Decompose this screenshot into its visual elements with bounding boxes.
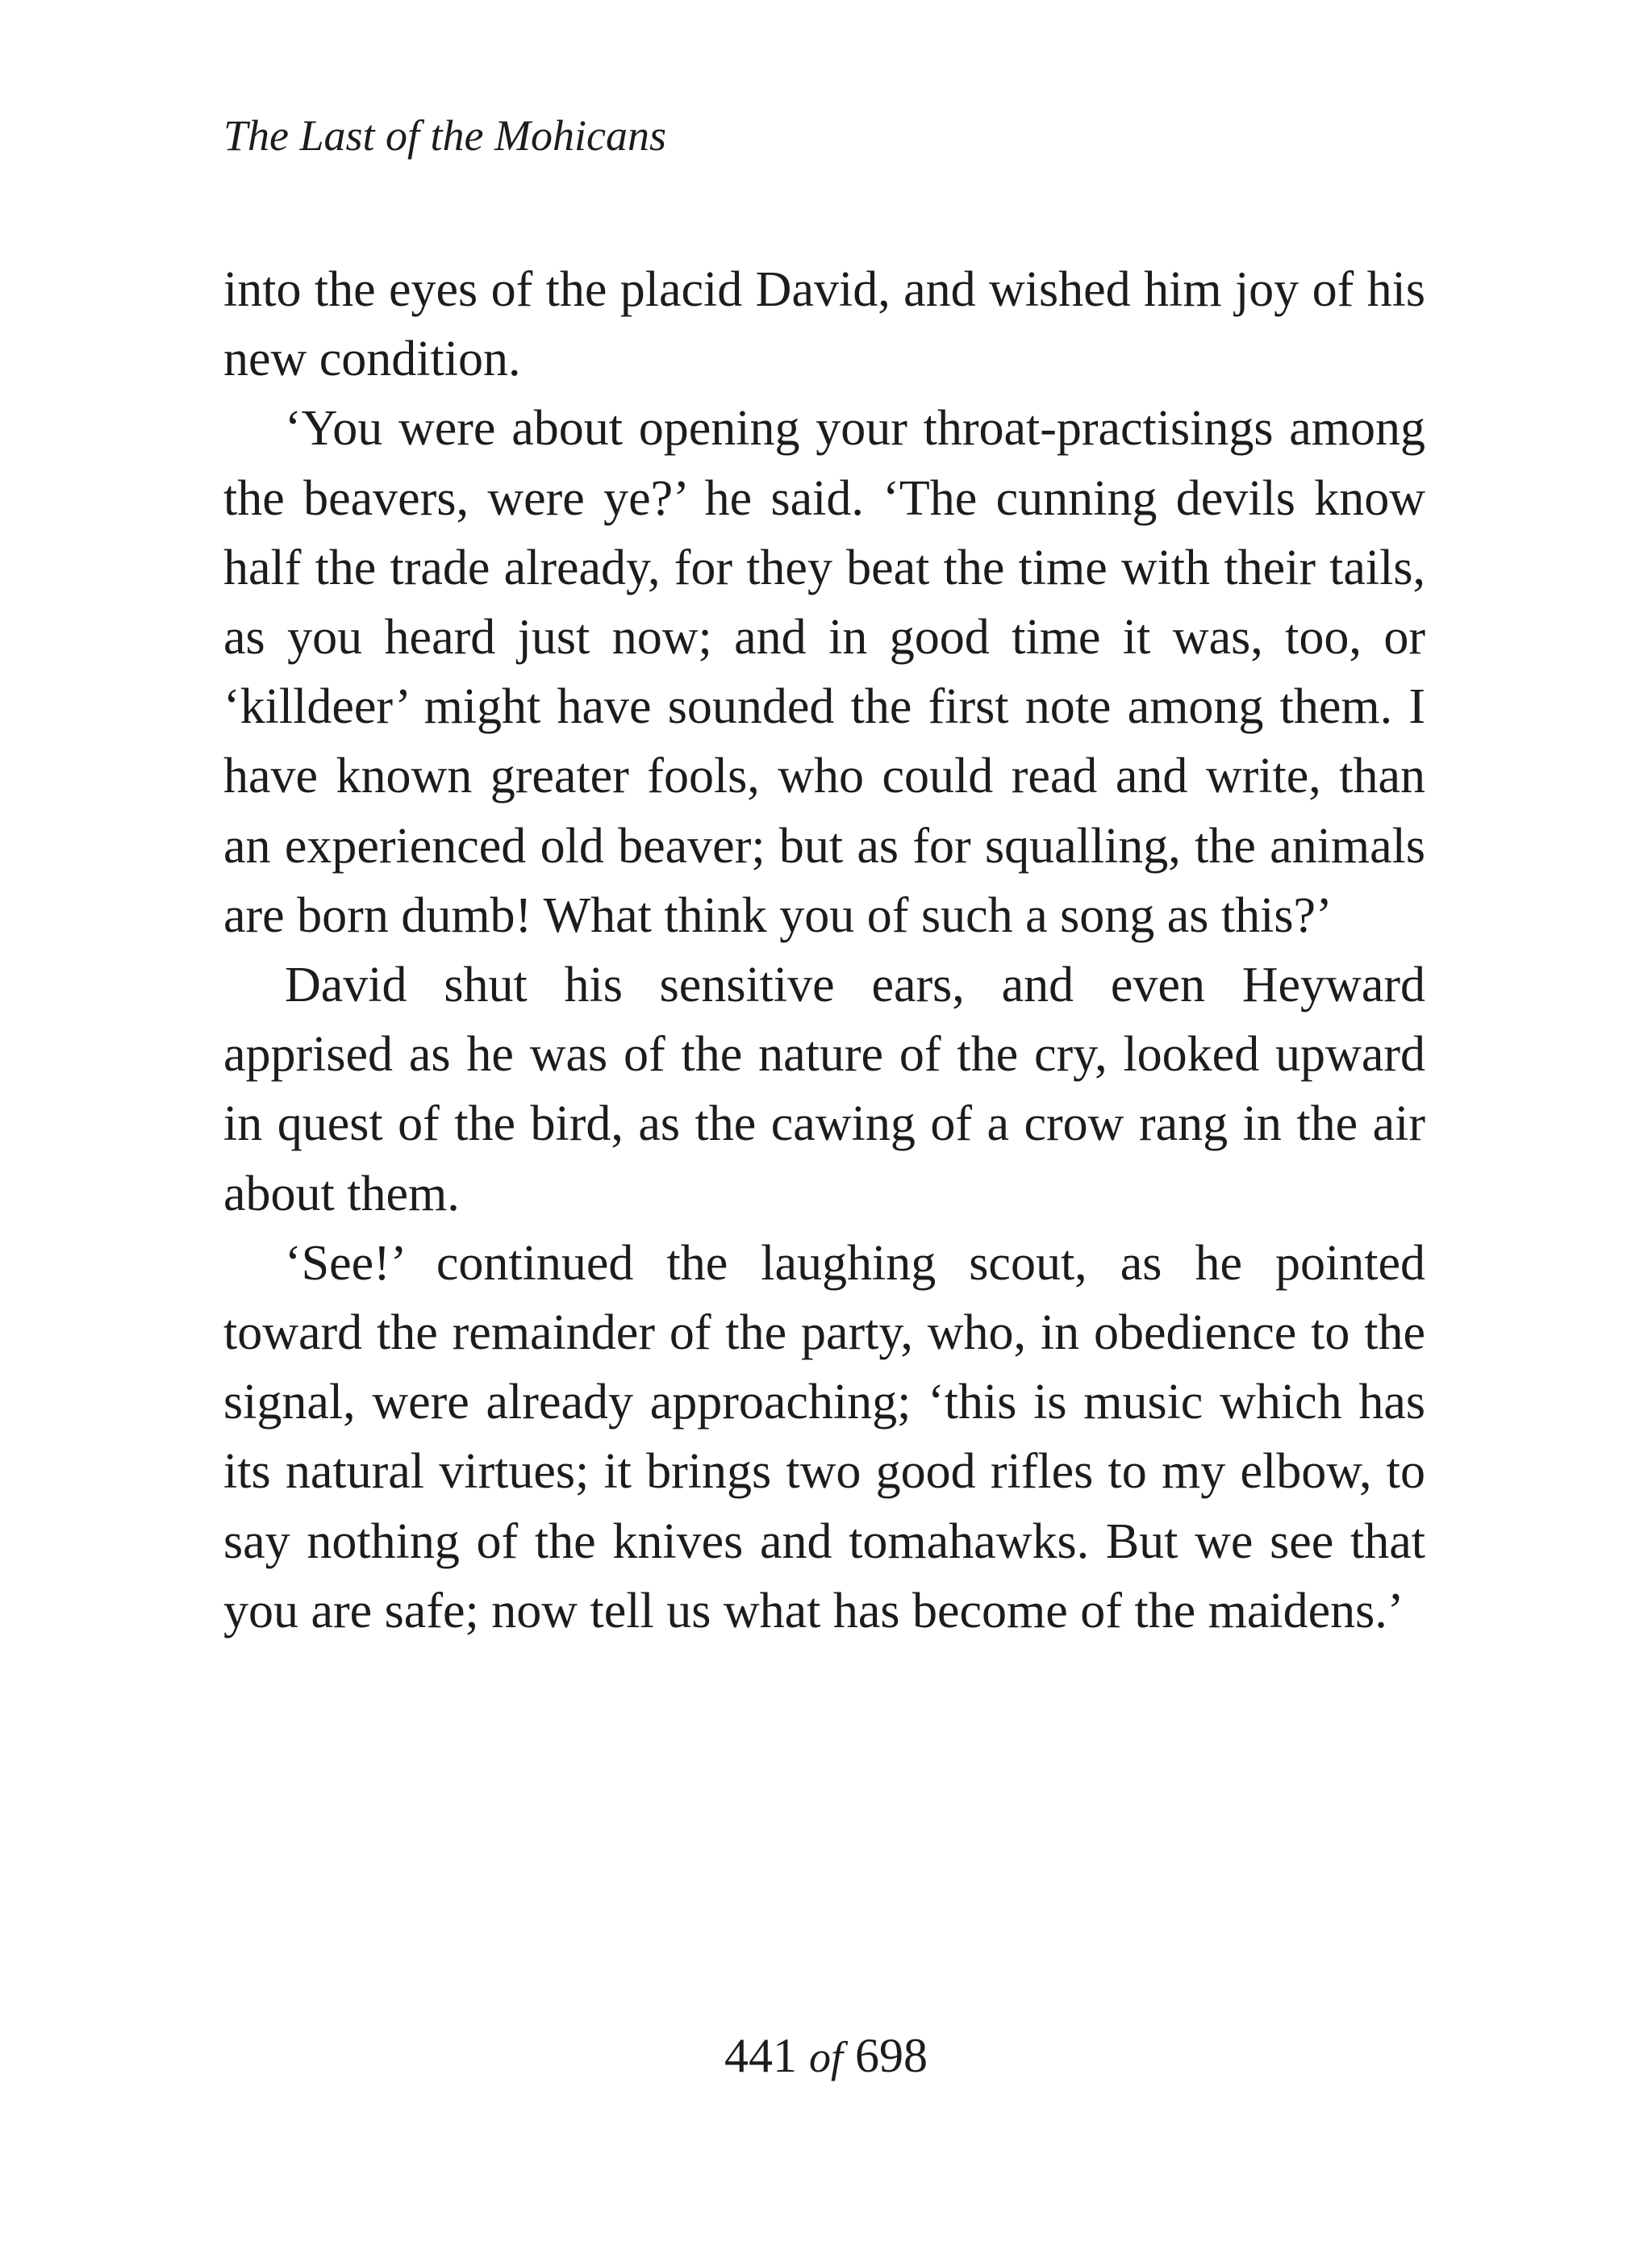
page-of-label: of xyxy=(808,2033,843,2081)
page-current: 441 xyxy=(724,2029,797,2082)
paragraph-3: David shut his sensitive ears, and even Heyward apprised as he was of the nature of the cry, looked upward in quest of the bird, as the cawing of a crow rang in the air about them. xyxy=(223,958,1425,1221)
paragraph-2: ‘You were about opening your throat-practisings among the beavers, were ye?’ he said. ‘The cunning devils know half the trade already, for they beat the time with their tails, as you heard just now; and in good time it was, too, or ‘killdeer’ might have sounded the first note among them. I have known greater fools, who could read and write, than an experienced old beaver; but as for squalling, the animals are born dumb! What think you of such a song as this?’ xyxy=(223,401,1425,943)
page-number xyxy=(0,2023,1652,2089)
page-body xyxy=(223,255,1425,1646)
page-total: 698 xyxy=(855,2029,928,2082)
paragraph-4: ‘See!’ continued the laughing scout, as he pointed toward the remainder of the party, who, in obedience to the signal, were already approaching; ‘this is music which has its natural virtues; it brings two good rifles to my elbow, to say nothing of the knives and tomahawks. But we see that you are safe; now tell us what has become of the maidens.’ xyxy=(223,1235,1425,1638)
paragraph-1: into the eyes of the placid David, and wished him joy of his new condition. xyxy=(223,262,1425,387)
running-head-title: The Last of the Mohicans xyxy=(223,111,666,160)
